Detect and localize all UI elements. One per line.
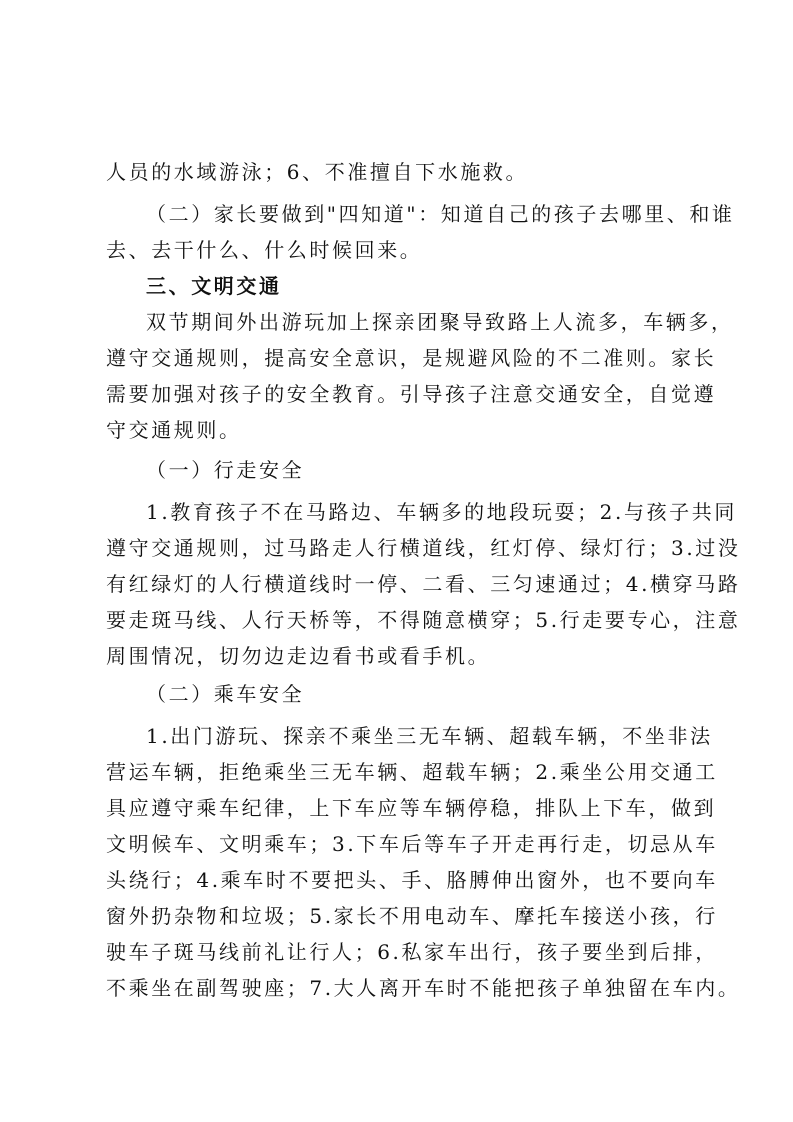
paragraph-line-7: 需要加强对孩子的安全教育。引导孩子注意交通安全，自觉遵	[106, 382, 717, 406]
paragraph-line-17: 营运车辆，拒绝乘坐三无车辆、超载车辆；2.乘坐公用交通工	[106, 760, 718, 784]
paragraph-line-23: 不乘坐在副驾驶座；7.大人离开车时不能把孩子单独留在车内。	[106, 976, 741, 1000]
paragraph-line-8: 守交通规则。	[106, 418, 242, 442]
paragraph-line-2: （二）家长要做到"四知道"：知道自己的孩子去哪里、和谁	[146, 202, 735, 226]
paragraph-line-10: 1.教育孩子不在马路边、车辆多的地段玩耍；2.与孩子共同	[146, 500, 737, 524]
subheading-riding-safety: （二）乘车安全	[146, 682, 305, 706]
section-heading-civilized-traffic: 三、文明交通	[146, 274, 282, 298]
paragraph-line-14: 周围情况，切勿边走边看书或看手机。	[106, 644, 491, 668]
subheading-walking-safety: （一）行走安全	[146, 458, 305, 482]
paragraph-line-3: 去、去干什么、什么时候回来。	[106, 238, 423, 262]
paragraph-line-1: 人员的水域游泳；6、不准擅自下水施救。	[106, 160, 529, 184]
paragraph-line-16: 1.出门游玩、探亲不乘坐三无车辆、超载车辆，不坐非法	[146, 724, 713, 748]
paragraph-line-18: 具应遵守乘车纪律，上下车应等车辆停稳，排队上下车，做到	[106, 796, 717, 820]
paragraph-line-22: 驶车子斑马线前礼让行人；6.私家车出行，孩子要坐到后排，	[106, 940, 718, 964]
paragraph-line-13: 要走斑马线、人行天桥等，不得随意横穿；5.行走要专心，注意	[106, 608, 741, 632]
paragraph-line-11: 遵守交通规则，过马路走人行横道线，红灯停、绿灯行；3.过没	[106, 536, 741, 560]
paragraph-line-21: 窗外扔杂物和垃圾；5.家长不用电动车、摩托车接送小孩，行	[106, 904, 718, 928]
paragraph-line-19: 文明候车、文明乘车；3.下车后等车子开走再行走，切忌从车	[106, 832, 718, 856]
paragraph-line-20: 头绕行；4.乘车时不要把头、手、胳膊伸出窗外，也不要向车	[106, 868, 718, 892]
paragraph-line-6: 遵守交通规则，提高安全意识，是规避风险的不二准则。家长	[106, 346, 717, 370]
paragraph-line-5: 双节期间外出游玩加上探亲团聚导致路上人流多，车辆多，	[146, 310, 734, 334]
paragraph-line-12: 有红绿灯的人行横道线时一停、二看、三匀速通过；4.横穿马路	[106, 572, 741, 596]
